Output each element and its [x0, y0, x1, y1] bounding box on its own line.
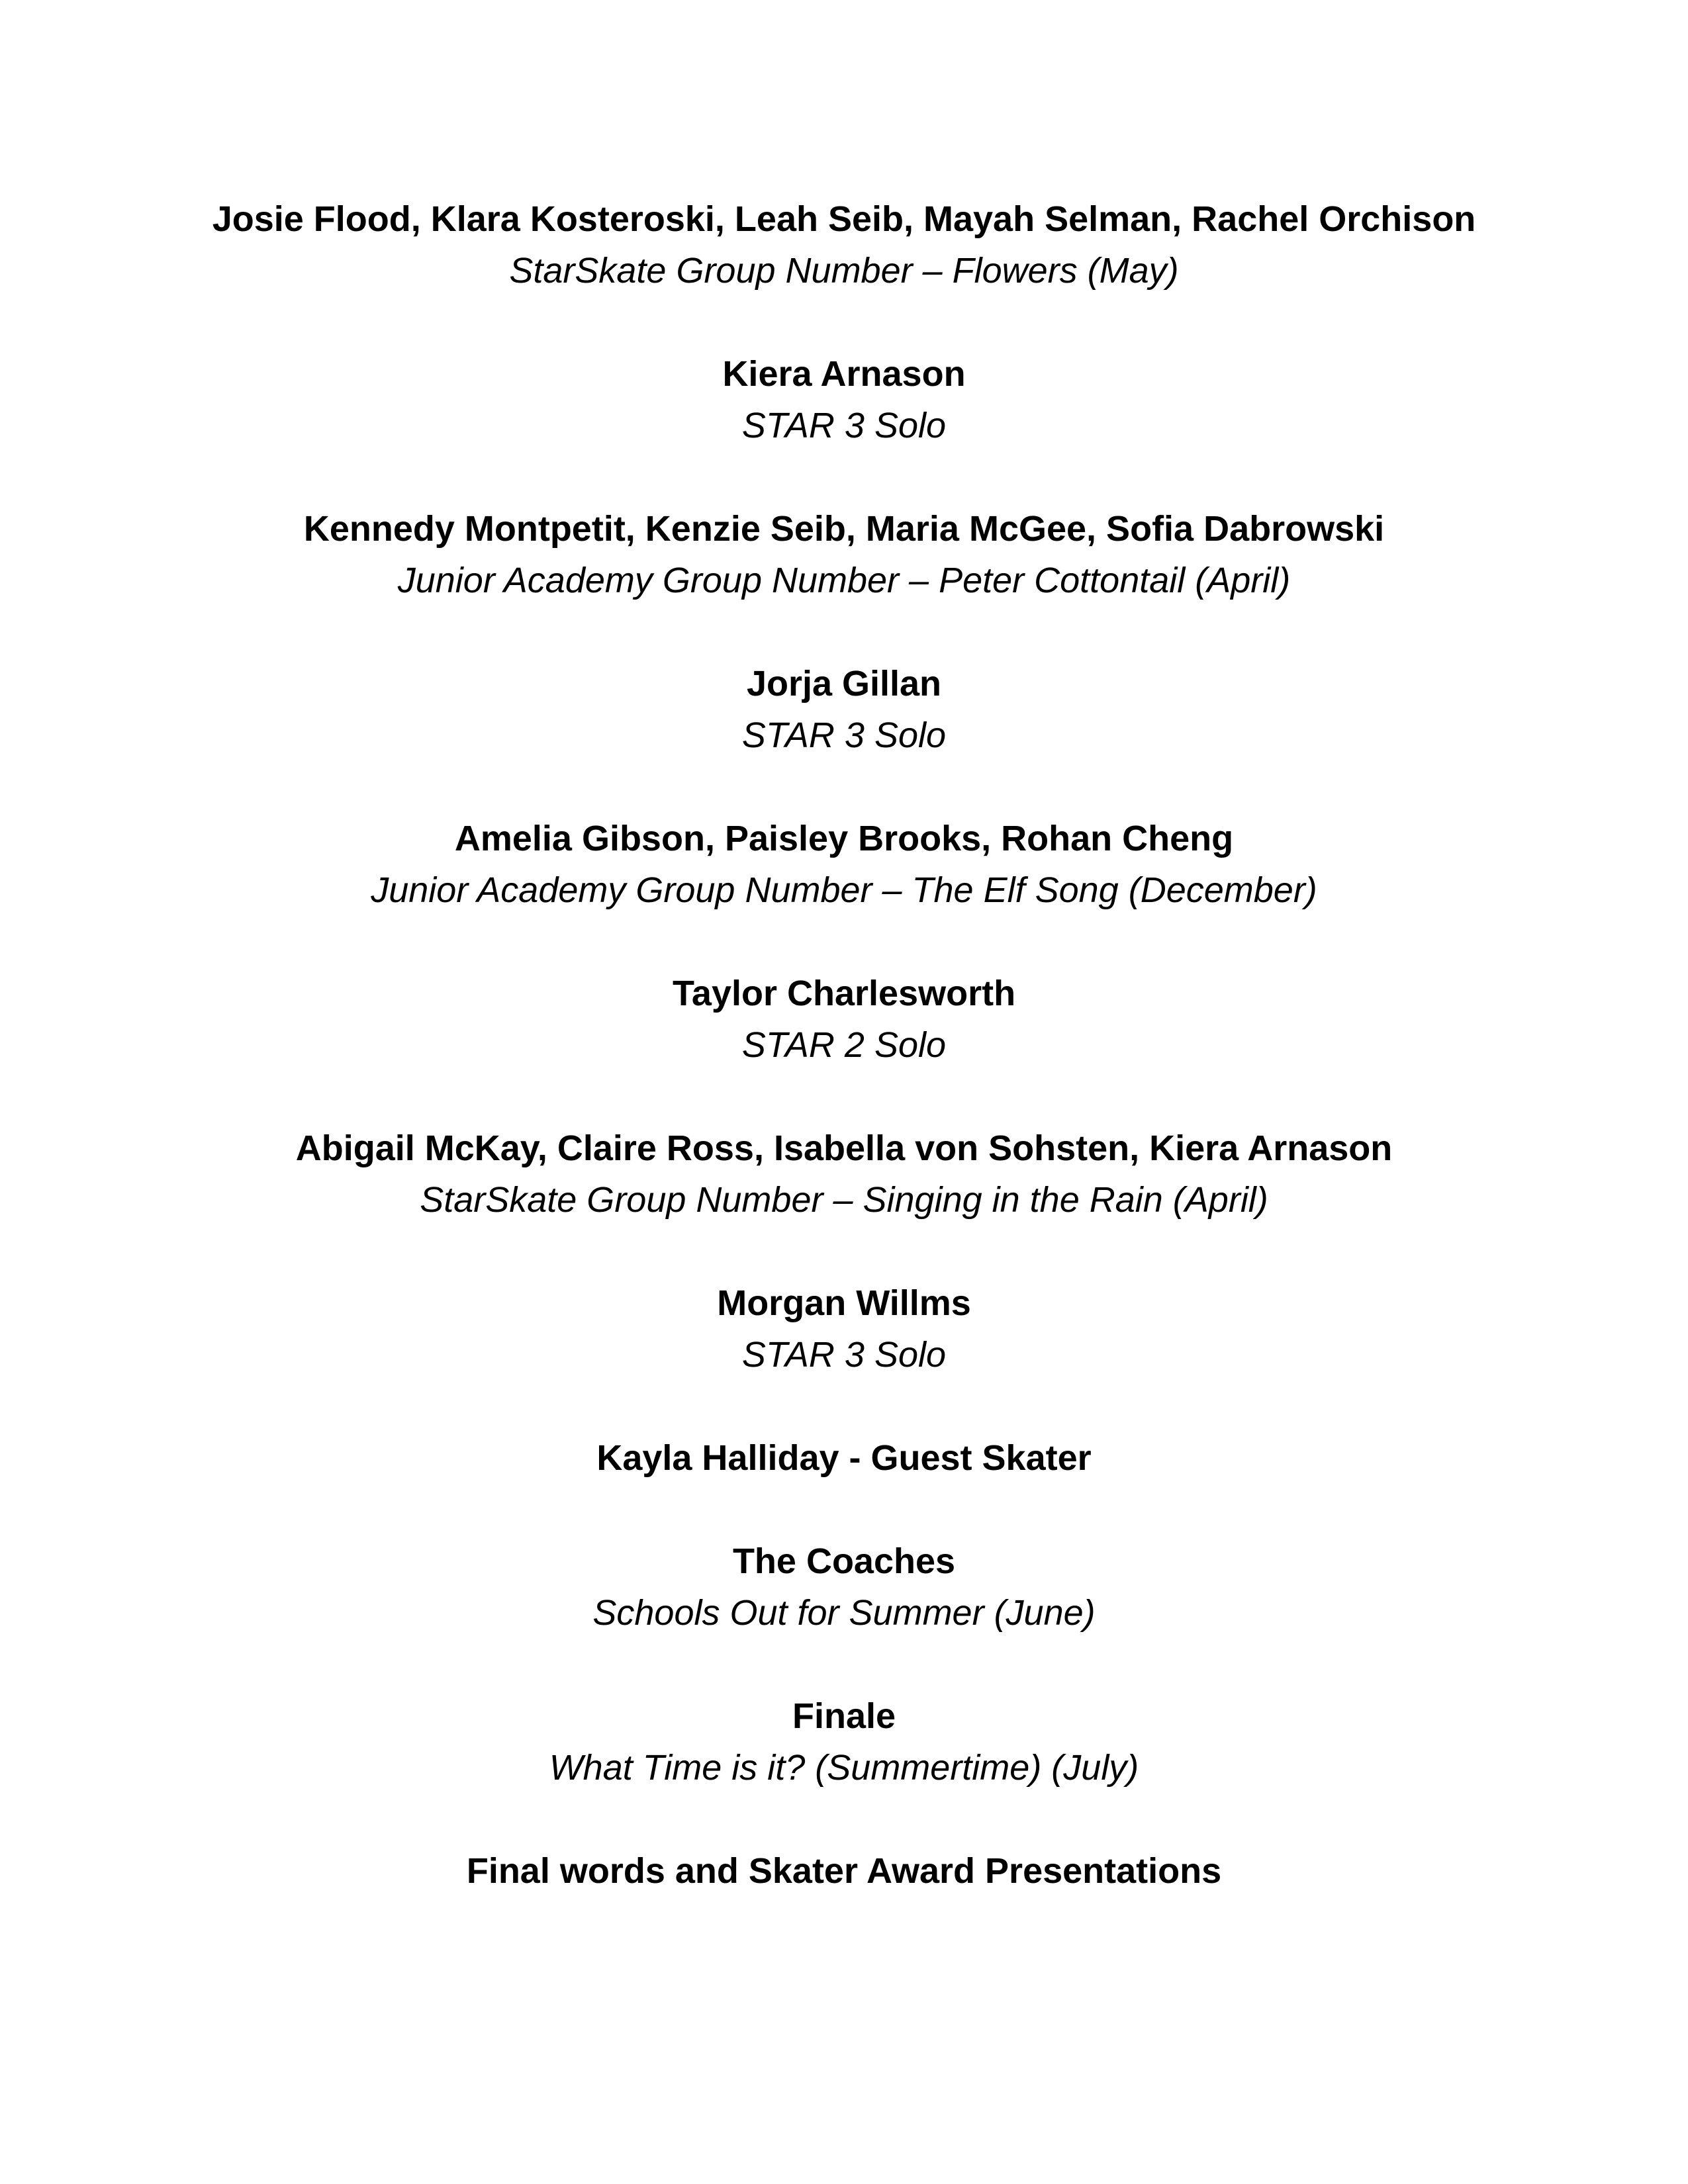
program-entry: [0, 348, 1688, 451]
program-entry: [0, 1277, 1688, 1381]
entry-performers: Taylor Charlesworth: [672, 974, 1016, 1013]
program-entry: [0, 1535, 1688, 1639]
entry-piece: STAR 3 Solo: [741, 1335, 947, 1375]
entry-performers: Final words and Skater Award Presentations: [466, 1851, 1222, 1891]
entry-performers: Kayla Halliday - Guest Skater: [596, 1438, 1092, 1478]
program-entry: [0, 658, 1688, 761]
entry-performers: Jorja Gillan: [746, 664, 942, 704]
entry-performers: Finale: [792, 1696, 896, 1736]
entry-performers: Morgan Willms: [717, 1283, 971, 1323]
program-entry: [0, 1122, 1688, 1226]
program-entry: [0, 503, 1688, 606]
entry-performers: Josie Flood, Klara Kosteroski, Leah Seib, Mayah Selman, Rachel Orchison: [212, 199, 1476, 239]
entry-piece: Junior Academy Group Number – Peter Cottontail (April): [397, 561, 1291, 600]
entry-performers: Abigail McKay, Claire Ross, Isabella von Sohsten, Kiera Arnason: [295, 1128, 1393, 1168]
program-list: [0, 193, 1688, 1948]
entry-piece: StarSkate Group Number – Flowers (May): [509, 251, 1179, 291]
entry-piece: StarSkate Group Number – Singing in the Rain (April): [420, 1180, 1268, 1220]
entry-piece: STAR 3 Solo: [741, 406, 947, 445]
entry-performers: Kennedy Montpetit, Kenzie Seib, Maria McGee, Sofia Dabrowski: [303, 509, 1385, 549]
entry-piece: What Time is it? (Summertime) (July): [549, 1748, 1139, 1788]
entry-performers: The Coaches: [732, 1541, 956, 1581]
entry-piece: STAR 3 Solo: [741, 715, 947, 755]
entry-piece: STAR 2 Solo: [741, 1025, 947, 1065]
program-entry: [0, 193, 1688, 296]
program-entry-guest: [0, 1432, 1688, 1484]
program-entry-finale: [0, 1690, 1688, 1794]
entry-performers: Amelia Gibson, Paisley Brooks, Rohan Cheng: [454, 819, 1234, 858]
entry-piece: Schools Out for Summer (June): [592, 1593, 1096, 1633]
program-entry: [0, 968, 1688, 1071]
program-entry: [0, 813, 1688, 916]
entry-performers: Kiera Arnason: [722, 354, 966, 394]
program-entry-closing: [0, 1845, 1688, 1897]
entry-piece: Junior Academy Group Number – The Elf Song (December): [371, 870, 1317, 910]
